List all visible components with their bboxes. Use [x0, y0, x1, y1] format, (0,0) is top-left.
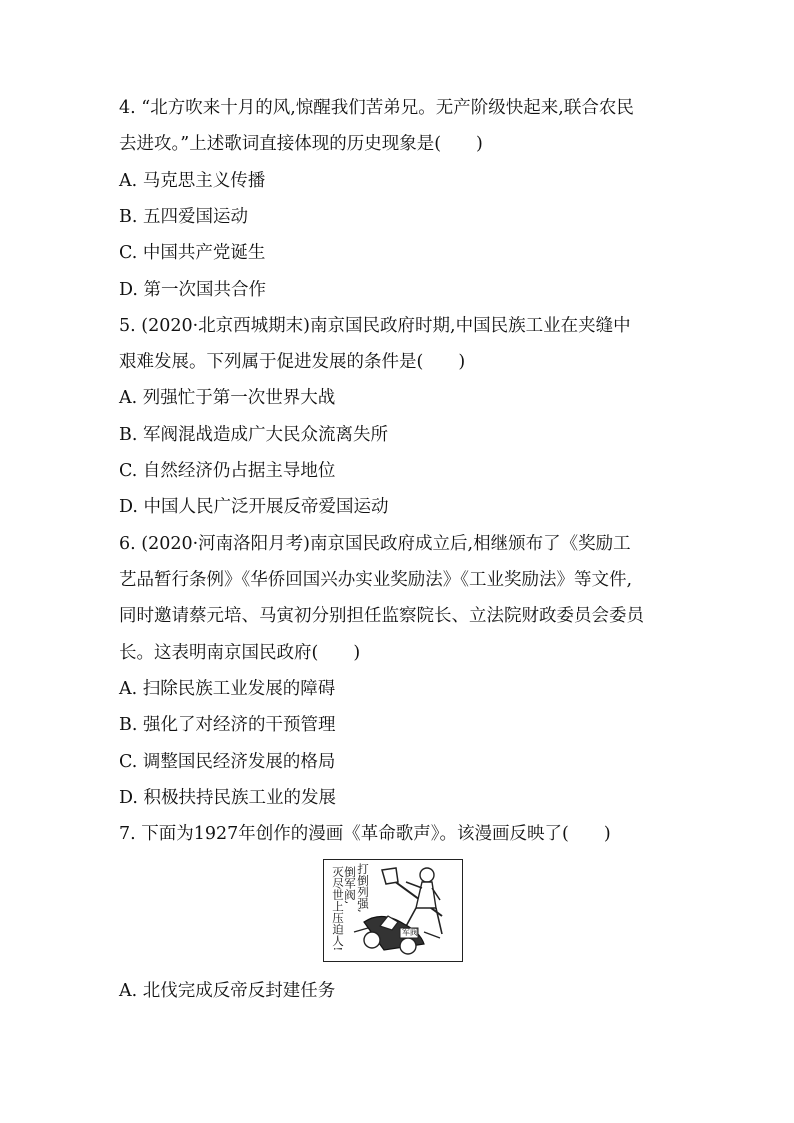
q4-stem-line1: 4. “北方吹来十月的风,惊醒我们苦弟兄。无产阶级快起来,联合农民	[119, 98, 634, 118]
cartoon-text-mid: 倒军阀,	[343, 866, 357, 905]
q6-option-a: A. 扫除民族工业发展的障碍	[119, 679, 336, 699]
q6-stem-line3: 同时邀请蔡元培、马寅初分别担任监察院长、立法院财政委员会委员	[119, 606, 644, 626]
q4-option-d: D. 第一次国共合作	[119, 280, 267, 300]
q6-stem-line2: 艺品暂行条例》《华侨回国兴办实业奖励法》《工业奖励法》等文件,	[119, 570, 633, 590]
q4-option-c: C. 中国共产党诞生	[119, 243, 266, 263]
q5-option-d: D. 中国人民广泛开展反帝爱国运动	[119, 497, 389, 517]
q6-option-c: C. 调整国民经济发展的格局	[119, 752, 336, 772]
q7-stem-line1: 7. 下面为1927年创作的漫画《革命歌声》。该漫画反映了( )	[119, 824, 611, 844]
q5-stem-line2: 艰难发展。下列属于促进发展的条件是( )	[119, 352, 466, 372]
fallen-head-2	[400, 938, 416, 954]
q6-option-d: D. 积极扶持民族工业的发展	[119, 788, 337, 808]
q6-option-b: B. 强化了对经济的干预管理	[119, 715, 336, 735]
q4-option-a: A. 马克思主义传播	[119, 171, 266, 191]
q7-option-a: A. 北伐完成反帝反封建任务	[119, 981, 336, 1001]
q6-stem-line1: 6. (2020·河南洛阳月考)南京国民政府成立后,相继颁布了《奖励工	[119, 534, 631, 554]
fallen-head-1	[364, 932, 380, 948]
q4-option-b: B. 五四爱国运动	[119, 207, 248, 227]
worker-head	[420, 868, 434, 882]
cartoon-text-left: 灭尽世上压迫人!	[331, 866, 345, 952]
q5-stem-line1: 5. (2020·北京西城期末)南京国民政府时期,中国民族工业在夹缝中	[119, 316, 631, 336]
worker-body	[416, 882, 436, 908]
cartoon-text-right: 打倒列强,	[356, 863, 370, 913]
q5-option-c: C. 自然经济仍占据主导地位	[119, 461, 336, 481]
revolution-song-cartoon	[323, 859, 463, 962]
cartoon-drawing	[324, 860, 461, 960]
cartoon-badge-text: 军阀	[402, 928, 418, 937]
q4-stem-line2: 去进攻。”上述歌词直接体现的历史现象是( )	[119, 134, 483, 154]
q5-option-b: B. 军阀混战造成广大民众流离失所	[119, 425, 388, 445]
q6-stem-line4: 长。这表明南京国民政府( )	[119, 643, 361, 663]
axe-head	[382, 868, 398, 884]
q5-option-a: A. 列强忙于第一次世界大战	[119, 388, 336, 408]
